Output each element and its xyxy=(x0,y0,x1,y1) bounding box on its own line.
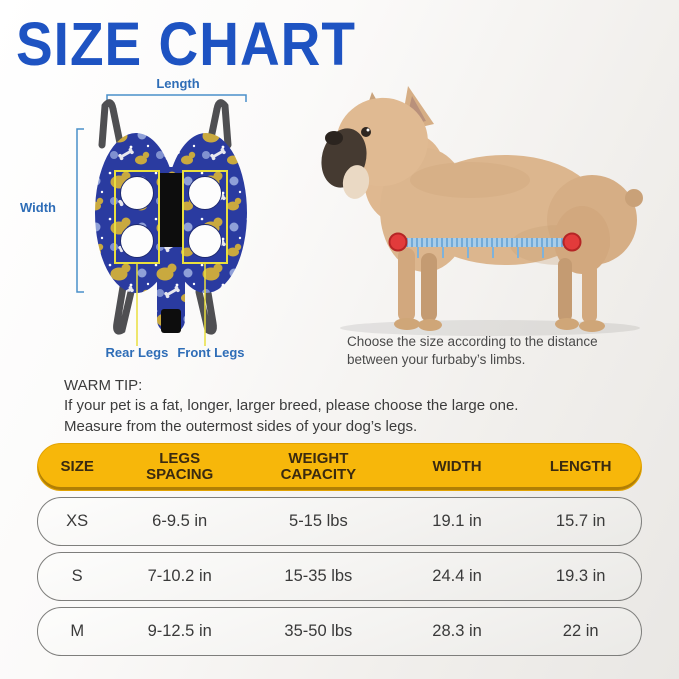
velcro-strip-flap xyxy=(161,309,181,333)
cell-s-length: 19.3 in xyxy=(555,567,606,585)
cell-s-width: 24.4 in xyxy=(432,567,482,585)
width-bracket xyxy=(77,129,84,292)
page-title: SIZE CHART xyxy=(16,9,356,79)
dog-photo xyxy=(320,80,670,340)
ruler-end-right xyxy=(564,234,581,251)
cell-xs-size: XS xyxy=(66,512,89,530)
cell-s-size: S xyxy=(71,567,83,585)
table-header-weight-capacity: WEIGHT CAPACITY xyxy=(280,449,357,483)
warm-tip xyxy=(64,376,639,437)
width-label: Width xyxy=(20,200,56,215)
warm-tip-heading: WARM TIP: xyxy=(64,377,143,394)
cell-xs-weight-capacity: 5-15 lbs xyxy=(289,512,348,530)
cell-m-weight-capacity: 35-50 lbs xyxy=(284,622,353,640)
size-table xyxy=(37,443,642,656)
front-legs-label: Front Legs xyxy=(177,345,245,360)
dog-caption: Choose the size according to the distance between your furbaby’s limbs. xyxy=(347,334,598,367)
warm-tip-line1: If your pet is a fat, longer, larger breed, please choose the large one. xyxy=(64,397,519,415)
cell-xs-width: 19.1 in xyxy=(432,512,482,530)
table-header-size: SIZE xyxy=(60,457,94,475)
length-label: Length xyxy=(156,76,200,91)
cell-m-legs-spacing: 9-12.5 in xyxy=(147,622,212,640)
dog-nose xyxy=(325,131,343,145)
cell-s-legs-spacing: 7-10.2 in xyxy=(147,567,212,585)
table-row-m xyxy=(37,607,642,656)
legs-labels xyxy=(90,345,260,360)
harness-diagram xyxy=(60,75,270,350)
length-bracket xyxy=(107,95,246,102)
cell-m-width: 28.3 in xyxy=(432,622,482,640)
velcro-strip-center xyxy=(159,173,183,247)
table-row-s xyxy=(37,552,642,601)
table-header-legs-spacing: LEGS SPACING xyxy=(146,449,214,483)
cell-s-weight-capacity: 15-35 lbs xyxy=(284,567,353,585)
rear-legs-label: Rear Legs xyxy=(105,345,169,360)
table-header-length: LENGTH xyxy=(549,457,612,475)
cell-m-length: 22 in xyxy=(562,622,599,640)
dog-eye xyxy=(361,127,371,137)
table-header-width: WIDTH xyxy=(432,457,482,475)
table-row-xs xyxy=(37,497,642,546)
dog-tail xyxy=(625,189,643,207)
cell-m-size: M xyxy=(70,622,85,640)
cell-xs-legs-spacing: 6-9.5 in xyxy=(152,512,208,530)
cell-xs-length: 15.7 in xyxy=(555,512,606,530)
table-header-row xyxy=(37,443,642,491)
ruler-end-left xyxy=(390,234,407,251)
warm-tip-line2: Measure from the outermost sides of your dog’s legs. xyxy=(64,417,418,435)
